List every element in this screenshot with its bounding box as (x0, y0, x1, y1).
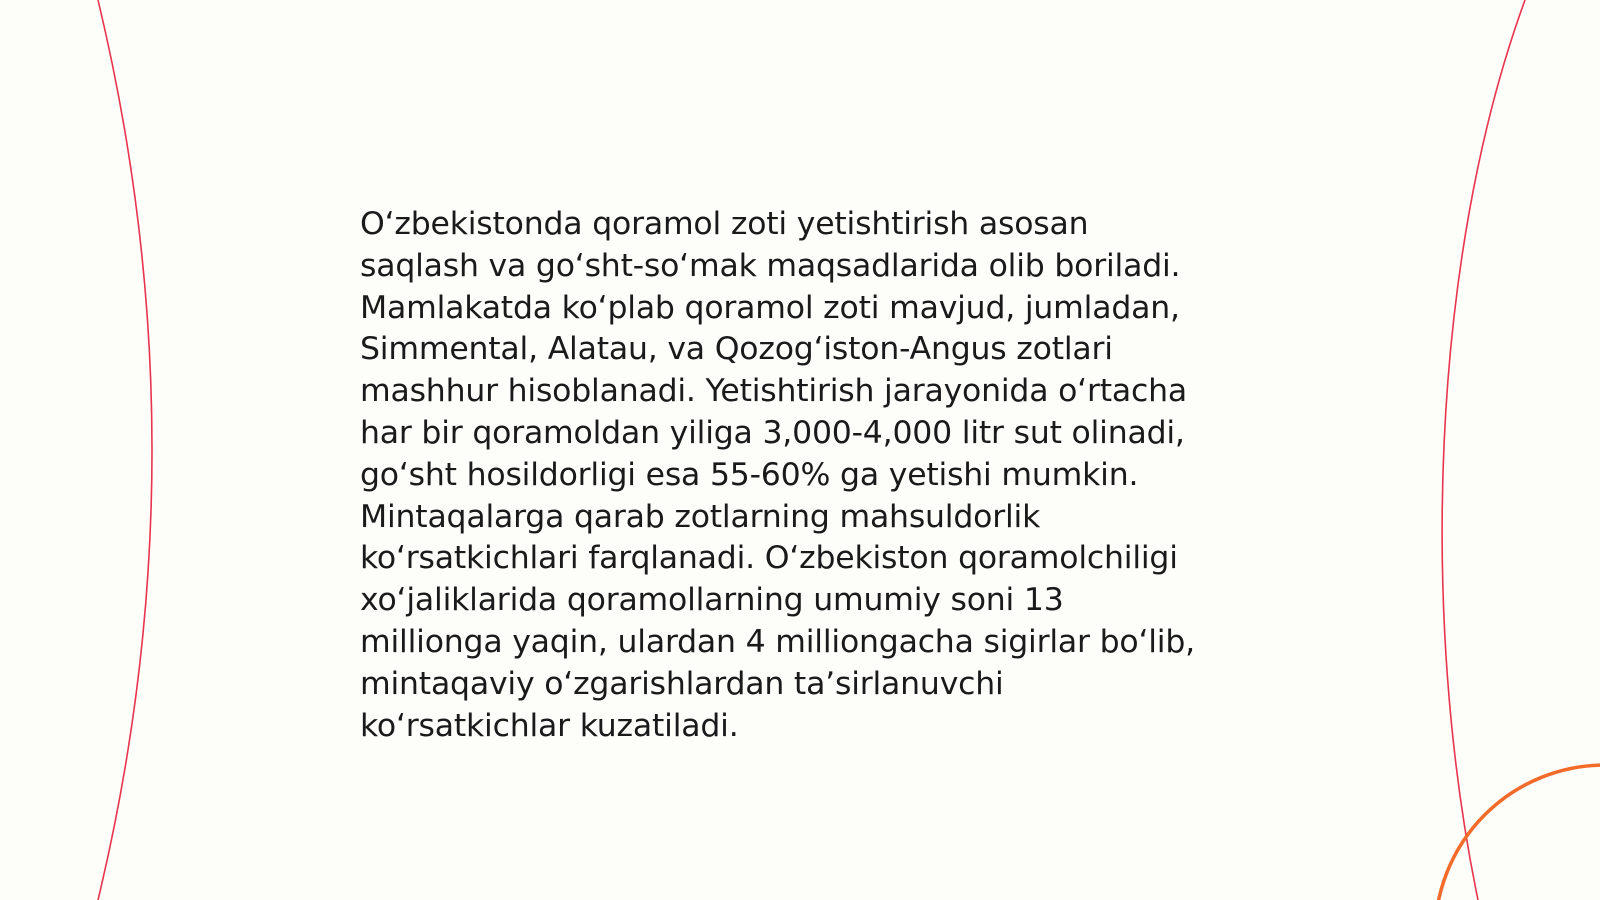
body-text-line: saqlash va go‘sht-so‘mak maqsadlarida olib boriladi. (360, 247, 1181, 284)
body-text-line: xo‘jaliklarida qoramollarning umumiy soni 13 (360, 582, 1064, 619)
body-text-line: go‘sht hosildorligi esa 55-60% ga yetishi mumkin. (360, 456, 1139, 493)
body-text-line: ko‘rsatkichlari farqlanadi. O‘zbekiston qoramolchiligi (360, 540, 1178, 577)
body-text-line: har bir qoramoldan yiliga 3,000-4,000 litr sut olinadi, (360, 414, 1185, 451)
left-decorative-curve (98, 0, 152, 900)
body-text-line: mashhur hisoblanadi. Yetishtirish jarayonida o‘rtacha (360, 373, 1187, 410)
body-text-line: ko‘rsatkichlar kuzatiladi. (360, 707, 739, 744)
body-text-line: Simmental, Alatau, va Qozog‘iston-Angus zotlari (360, 331, 1113, 368)
accent-circle (1435, 765, 1600, 900)
body-text-line: Mamlakatda ko‘plab qoramol zoti mavjud, jumladan, (360, 289, 1180, 326)
body-text-line: millionga yaqin, ulardan 4 milliongacha sigirlar bo‘lib, (360, 623, 1195, 660)
body-text-line: mintaqaviy o‘zgarishlardan ta’sirlanuvchi (360, 665, 1004, 702)
right-decorative-curve (1442, 0, 1525, 900)
body-text (360, 204, 1240, 747)
body-text-line: Mintaqalarga qarab zotlarning mahsuldorlik (360, 498, 1041, 535)
body-text-line: O‘zbekistonda qoramol zoti yetishtirish asosan (360, 206, 1089, 242)
